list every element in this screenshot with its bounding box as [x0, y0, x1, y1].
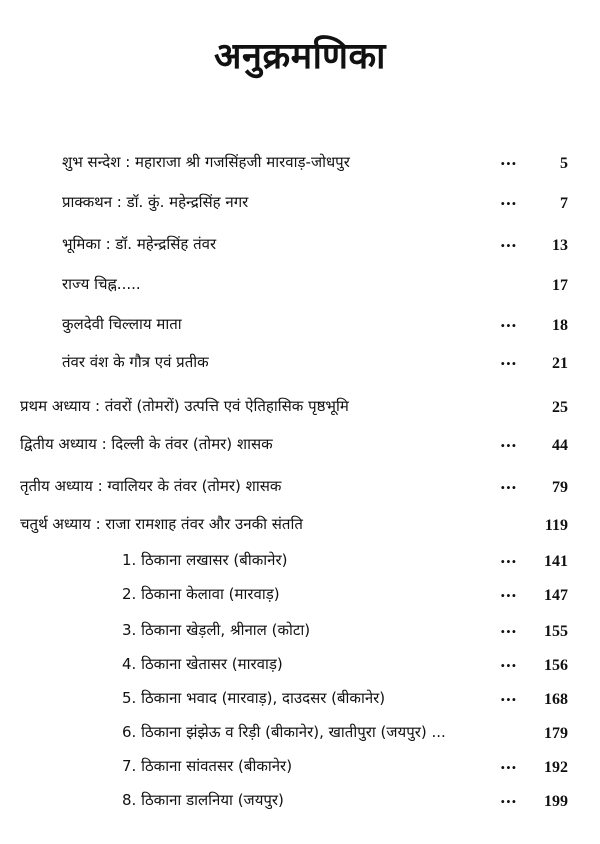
toc-entry-label: भूमिका : डॉ. महेन्द्रसिंह तंवर — [62, 235, 217, 253]
toc-entry-page: 25 — [552, 399, 568, 416]
toc-entry-page: 168 — [544, 691, 568, 708]
toc-entry — [0, 192, 600, 216]
toc-subentry — [0, 584, 600, 608]
toc-entry-label: 6. ठिकाना झंझेऊ व रिड़ी (बीकानेर), खातीपुरा (जयपुर) ... — [122, 723, 446, 741]
toc-entry-page: 21 — [552, 355, 568, 372]
toc-entry-page: 13 — [552, 237, 568, 254]
toc-subentry — [0, 688, 600, 712]
toc-subentry — [0, 790, 600, 814]
toc-entry-label: कुलदेवी चिल्लाय माता — [62, 315, 182, 333]
toc-entry — [0, 234, 600, 258]
toc-entry-label: 7. ठिकाना सांवतसर (बीकानेर) — [122, 757, 293, 775]
toc-entry-page: 119 — [544, 517, 568, 534]
toc-entry-leader: ... — [500, 548, 517, 567]
toc-entry-page: 199 — [544, 793, 568, 810]
toc-entry-page: 7 — [560, 195, 568, 212]
toc-entry-label: प्रथम अध्याय : तंवरों (तोमरों) उत्पत्ति एवं ऐतिहासिक पृष्ठभूमि — [20, 397, 349, 415]
page-title: अनुक्रमणिका — [214, 36, 386, 77]
toc-subentry — [0, 620, 600, 644]
toc-entry — [0, 352, 600, 376]
toc-entry — [0, 314, 600, 338]
toc-subentry — [0, 654, 600, 678]
toc-entry — [0, 514, 600, 538]
toc-entry-page: 17 — [552, 277, 568, 294]
toc-entry-leader: ... — [500, 686, 517, 705]
toc-entry — [0, 434, 600, 458]
toc-entry — [0, 152, 600, 176]
toc-entry-leader: ... — [500, 788, 517, 807]
toc-entry — [0, 396, 600, 420]
toc-entry-label: शुभ सन्देश : महाराजा श्री गजसिंहजी मारवाड़-जोधपुर — [62, 153, 350, 171]
toc-entry-leader: ... — [500, 582, 517, 601]
toc-entry-page: 147 — [544, 587, 568, 604]
toc-entry-label: 1. ठिकाना लखासर (बीकानेर) — [122, 551, 288, 569]
toc-entry-leader: ... — [500, 232, 517, 251]
toc-entry-label: 8. ठिकाना डालनिया (जयपुर) — [122, 791, 284, 809]
toc-entry-label: तृतीय अध्याय : ग्वालियर के तंवर (तोमर) शासक — [20, 477, 282, 495]
toc-subentry — [0, 722, 600, 746]
toc-subentry — [0, 550, 600, 574]
toc-entry-page: 44 — [552, 437, 568, 454]
toc-entry-leader: ... — [500, 350, 517, 369]
toc-entry-leader: ... — [500, 432, 517, 451]
toc-entry-label: 2. ठिकाना केलावा (मारवाड़) — [122, 585, 280, 603]
toc-entry-label: तंवर वंश के गौत्र एवं प्रतीक — [62, 353, 209, 371]
toc-entry-page: 179 — [544, 725, 568, 742]
toc-entry-label: 3. ठिकाना खेड़ली, श्रीनाल (कोटा) — [122, 621, 311, 639]
toc-entry-label: 5. ठिकाना भवाद (मारवाड़), दाउदसर (बीकानेर) — [122, 689, 386, 707]
toc-entry-page: 192 — [544, 759, 568, 776]
toc-entry-leader: ... — [500, 312, 517, 331]
toc-subentry — [0, 756, 600, 780]
toc-entry-leader: ... — [500, 474, 517, 493]
toc-entry-label: चतुर्थ अध्याय : राजा रामशाह तंवर और उनकी संतति — [20, 515, 303, 533]
toc-entry-leader: ... — [500, 754, 517, 773]
toc-entry-label: राज्य चिह्न..... — [62, 275, 141, 293]
toc-entry-page: 141 — [544, 553, 568, 570]
toc-entry — [0, 274, 600, 298]
toc-entry-label: 4. ठिकाना खेतासर (मारवाड़) — [122, 655, 283, 673]
toc-entry-page: 18 — [552, 317, 568, 334]
toc-entry-label: प्राक्कथन : डॉ. कुं. महेन्द्रसिंह नगर — [62, 193, 249, 211]
toc-entry-leader: ... — [500, 618, 517, 637]
toc-entry-leader: ... — [500, 150, 517, 169]
toc-entry-page: 156 — [544, 657, 568, 674]
toc-entry-page: 155 — [544, 623, 568, 640]
toc-entry-page: 5 — [560, 155, 568, 172]
toc-entry-leader: ... — [500, 190, 517, 209]
toc-entry-label: द्वितीय अध्याय : दिल्ली के तंवर (तोमर) शासक — [20, 435, 273, 453]
toc-entry-leader: ... — [500, 652, 517, 671]
toc-entry-page: 79 — [552, 479, 568, 496]
toc-entry — [0, 476, 600, 500]
